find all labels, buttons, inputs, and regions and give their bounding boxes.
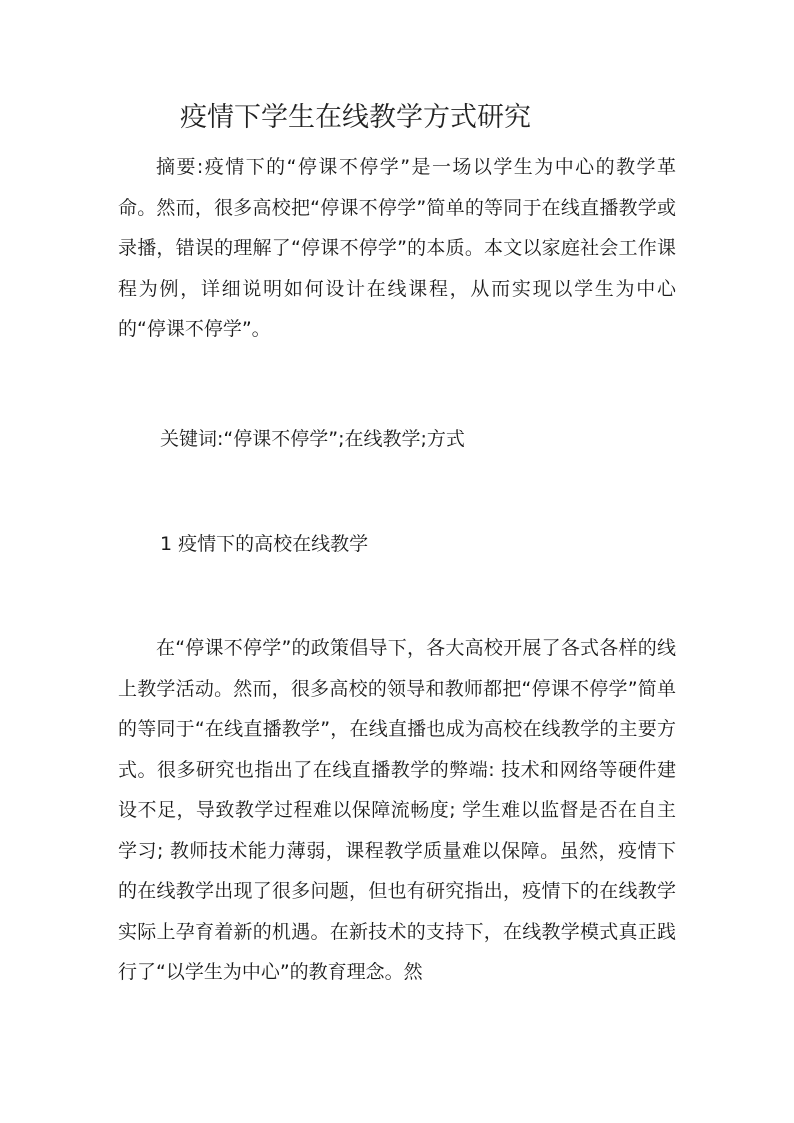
keywords-line: 关键词:“停课不停学”;在线教学;方式 bbox=[160, 428, 465, 450]
document-title: 疫情下学生在线教学方式研究 bbox=[180, 102, 531, 133]
body-paragraph: 在“停课不停学”的政策倡导下，各大高校开展了各式各样的线上教学活动。然而，很多高校的领导和教师都把“停课不停学”简单的等同于“在线直播教学”，在线直播也成为高校在线教学的主要方式。很多研究也指出了在线直播教学的弊端: 技术和网络等硬件建设不足，导致教学过程难以保障流畅度; 学生难以监督是否在自主学习; 教师技术能力薄弱，课程教学质量难以保障。虽然，疫情下的在线教学出现了很多问题，但也有研究指出，疫情下的在线教学实际上孕育着新的机遇。在新技术的支持下，在线教学模式真正践行了“以学生为中心”的教育理念。然 bbox=[118, 637, 676, 983]
section-heading: 1 疫情下的高校在线教学 bbox=[160, 533, 369, 555]
abstract-paragraph: 摘要:疫情下的“停课不停学”是一场以学生为中心的教学革命。然而，很多高校把“停课不停学”简单的等同于在线直播教学或录播，错误的理解了“停课不停学”的本质。本文以家庭社会工作课程为例，详细说明如何设计在线课程，从而实现以学生为中心的“停课不停学”。 bbox=[118, 156, 676, 340]
